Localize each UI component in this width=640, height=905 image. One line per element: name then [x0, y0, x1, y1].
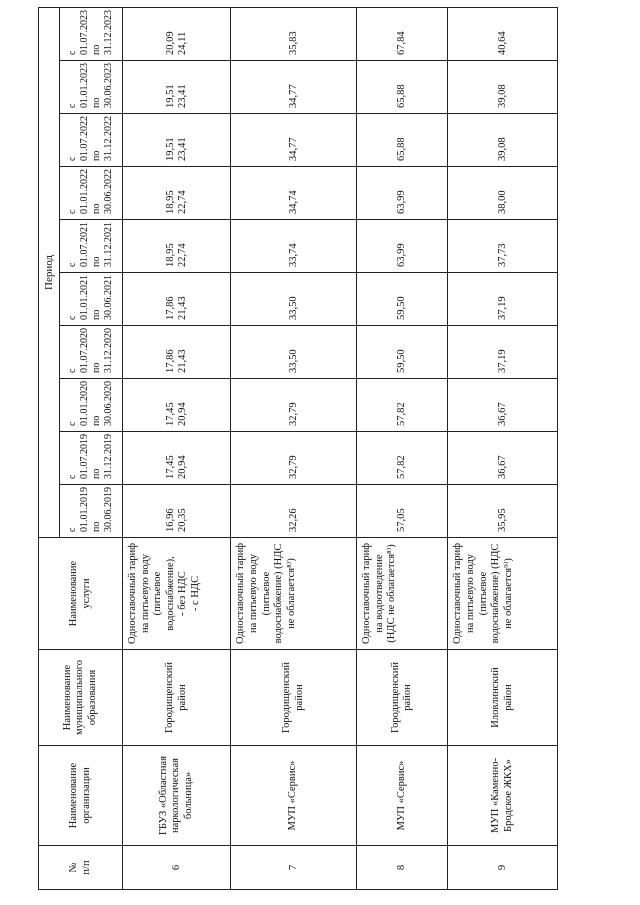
- tariff-cell: 20,09 24,11: [123, 7, 231, 60]
- row-municipality: Городищенский район: [357, 650, 448, 746]
- tariff-cell: 65,88: [357, 61, 448, 114]
- tariff-cell: 17,86 21,43: [123, 326, 231, 379]
- tariff-cell: 33,74: [231, 220, 357, 273]
- table-row: [357, 7, 448, 889]
- tariff-cell: 59,50: [357, 273, 448, 326]
- header-period: Период: [39, 7, 60, 537]
- tariff-cell: 38,00: [448, 167, 558, 220]
- tariff-cell: 32,79: [231, 379, 357, 432]
- tariff-cell: 37,73: [448, 220, 558, 273]
- header-num: № п/п: [39, 846, 123, 890]
- row-municipality: Городищенский район: [231, 650, 357, 746]
- table-row: [123, 7, 231, 889]
- tariff-cell: 37,19: [448, 326, 558, 379]
- tariff-cell: 19,51 23,41: [123, 61, 231, 114]
- row-organization: МУП «Сервис»: [231, 746, 357, 846]
- tariff-cell: 57,82: [357, 379, 448, 432]
- tariff-cell: 16,96 20,35: [123, 485, 231, 538]
- row-municipality: Городищенский район: [123, 650, 231, 746]
- tariff-cell: 35,95: [448, 485, 558, 538]
- period-col-7: с 01.01.2022 по 30.06.2022: [60, 167, 123, 220]
- tariff-cell: 33,50: [231, 326, 357, 379]
- tariff-cell: 32,79: [231, 432, 357, 485]
- tariff-cell: 39,08: [448, 61, 558, 114]
- rotated-page: [38, 10, 558, 890]
- row-service: Одноставочный тариф на питьевую воду (питьевое водоснабжение), - без НДС - с НДС: [123, 538, 231, 650]
- row-service: Одноставочный тариф на водоотведение (НДС не облагается⁸⁾): [357, 538, 448, 650]
- row-num: 7: [231, 846, 357, 890]
- header-municipality: Наименование муниципального образования: [39, 650, 123, 746]
- tariff-cell: 32,26: [231, 485, 357, 538]
- period-col-9: с 01.01.2023 по 30.06.2023: [60, 61, 123, 114]
- row-service: Одноставочный тариф на питьевую воду (питьевое водоснабжение) (НДС не облагается⁸⁾): [231, 538, 357, 650]
- period-col-10: с 01.07.2023 по 31.12.2023: [60, 7, 123, 60]
- tariff-table: [38, 7, 558, 890]
- period-col-3: с 01.01.2020 по 30.06.2020: [60, 379, 123, 432]
- tariff-cell: 36,67: [448, 432, 558, 485]
- tariff-cell: 18,95 22,74: [123, 167, 231, 220]
- period-col-5: с 01.01.2021 по 30.06.2021: [60, 273, 123, 326]
- tariff-cell: 34,77: [231, 114, 357, 167]
- row-service: Одноставочный тариф на питьевую воду (питьевое водоснабжение) (НДС не облагается⁹⁾): [448, 538, 558, 650]
- tariff-cell: 17,86 21,43: [123, 273, 231, 326]
- tariff-cell: 17,45 20,94: [123, 432, 231, 485]
- header-organization: Наименование организации: [39, 746, 123, 846]
- tariff-cell: 59,50: [357, 326, 448, 379]
- row-organization: МУП «Каменно-Бродское ЖКХ»: [448, 746, 558, 846]
- row-num: 8: [357, 846, 448, 890]
- tariff-cell: 17,45 20,94: [123, 379, 231, 432]
- row-num: 6: [123, 846, 231, 890]
- period-col-4: с 01.07.2020 по 31.12.2020: [60, 326, 123, 379]
- tariff-cell: 67,84: [357, 7, 448, 60]
- period-col-1: с 01.01.2019 по 30.06.2019: [60, 485, 123, 538]
- tariff-cell: 35,83: [231, 7, 357, 60]
- tariff-cell: 36,67: [448, 379, 558, 432]
- tariff-cell: 18,95 22,74: [123, 220, 231, 273]
- tariff-cell: 34,77: [231, 61, 357, 114]
- tariff-cell: 65,88: [357, 114, 448, 167]
- header-row-1: [39, 7, 60, 889]
- tariff-cell: 33,50: [231, 273, 357, 326]
- tariff-cell: 57,82: [357, 432, 448, 485]
- tariff-cell: 39,08: [448, 114, 558, 167]
- row-organization: ГБУЗ «Областная наркологическая больница»: [123, 746, 231, 846]
- tariff-cell: 57,05: [357, 485, 448, 538]
- tariff-cell: 63,99: [357, 167, 448, 220]
- tariff-cell: 34,74: [231, 167, 357, 220]
- tariff-cell: 37,19: [448, 273, 558, 326]
- tariff-cell: 40,64: [448, 7, 558, 60]
- header-service: Наименование услуги: [39, 538, 123, 650]
- tariff-cell: 19,51 23,41: [123, 114, 231, 167]
- table-row: [231, 7, 357, 889]
- tariff-cell: 63,99: [357, 220, 448, 273]
- row-organization: МУП «Сервис»: [357, 746, 448, 846]
- period-col-6: с 01.07.2021 по 31.12.2021: [60, 220, 123, 273]
- row-num: 9: [448, 846, 558, 890]
- table-row: [448, 7, 558, 889]
- period-col-2: с 01.07.2019 по 31.12.2019: [60, 432, 123, 485]
- row-municipality: Иловлинский район: [448, 650, 558, 746]
- period-col-8: с 01.07.2022 по 31.12.2022: [60, 114, 123, 167]
